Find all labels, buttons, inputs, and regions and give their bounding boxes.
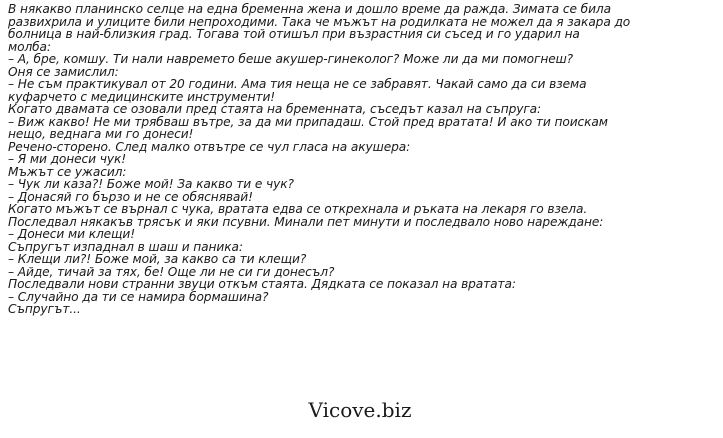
joke-line: – Донеси ми клещи! — [8, 227, 136, 241]
joke-line: Речено-сторено. След малко отвътре се чул гласа на акушера: — [8, 139, 411, 154]
joke-line: Мъжът се ужасил: — [8, 164, 127, 179]
joke-text — [8, 2, 631, 316]
joke-line: Съпругът изпаднал в шаш и паника: — [8, 239, 243, 254]
joke-line: Последвали нови странни звуци откъм стаята. Дядката се показал на вратата: — [8, 277, 516, 291]
joke-line: – Случайно да ти се намира бормашина? — [8, 289, 269, 304]
joke-line: – Донасяй го бързо и не се обяснявай! — [8, 189, 253, 204]
joke-line: Когато двамата се озовали пред стаята на бременната, съседът казал на съпруга: — [8, 102, 541, 116]
joke-line: – Чук ли каза?! Боже мой! За какво ти е чук? — [8, 177, 294, 191]
joke-line: – Клещи ли?! Боже мой, за какво са ти клещи? — [8, 252, 307, 266]
joke-line: нещо, веднага ми го донеси! — [8, 127, 194, 141]
joke-line: болница в най-близкия град. Тогава той отишъл при възрастния си съсед и го ударил на — [8, 27, 580, 41]
joke-line: Оня се замислил: — [8, 64, 119, 79]
joke-line: – Не съм практикувал от 20 години. Ама тия неща не се забравят. Чакай само да си взема — [8, 77, 587, 91]
joke-line: – Виж какво! Не ми трябваш вътре, за да ми припадаш. Стой пред вратата! И ако ти поискам — [8, 114, 608, 129]
joke-line: молба: — [8, 39, 51, 54]
joke-line: Последвал някакъв трясък и яки псувни. Минали пет минути и последвало ново нареждане: — [8, 214, 604, 229]
joke-line: куфарчето с медицинските инструменти! — [8, 89, 276, 104]
joke-line: развихрила и улиците били непроходими. Така че мъжът на родилката не можел да я закара до — [8, 14, 631, 29]
joke-line: – Я ми донеси чук! — [8, 152, 127, 166]
joke-line: – А, бре, комшу. Ти нали навремето беше акушер-гинеколог? Може ли да ми помогнеш? — [8, 52, 574, 66]
joke-line: Когато мъжът се върнал с чука, вратата едва се открехнала и ръката на лекаря го взела. — [8, 202, 588, 216]
site-watermark: Vicove.biz — [308, 398, 412, 422]
joke-line: В някакво планинско селце на една бременна жена и дошло време да ражда. Зимата се била — [8, 2, 611, 16]
joke-line: Съпругът... — [8, 302, 81, 316]
joke-line: – Айде, тичай за тях, бе! Още ли не си ги донесъл? — [8, 264, 335, 279]
